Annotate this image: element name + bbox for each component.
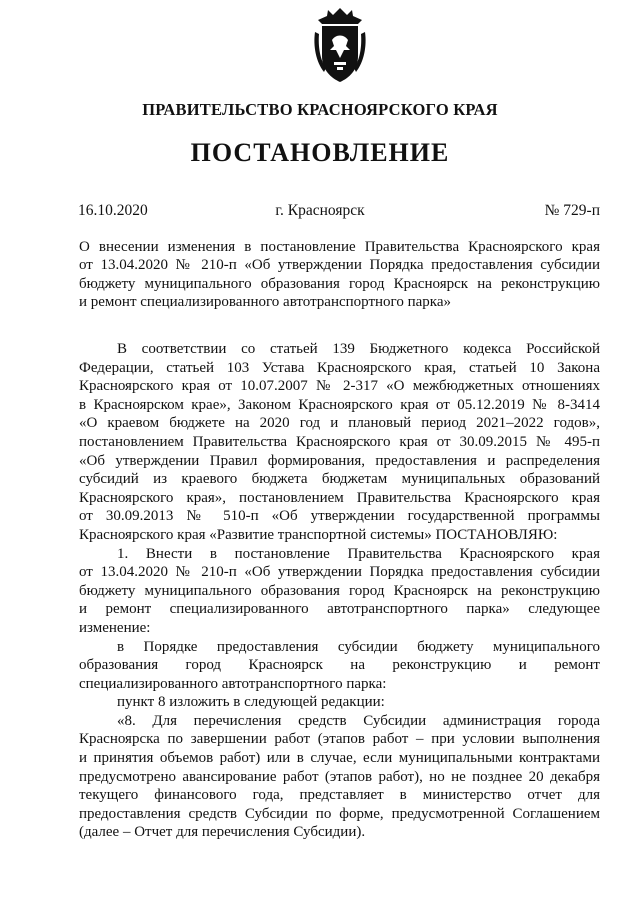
document-city: г. Красноярск xyxy=(275,202,365,219)
body-line: в Красноярском крае», Законом Красноярского края от 05.12.2019 № 8-3414 xyxy=(79,396,600,413)
body-line: образования город Красноярск на реконструкцию и ремонт xyxy=(79,657,600,674)
quote-paragraph xyxy=(79,712,600,842)
document-subject xyxy=(79,238,600,312)
body-line: бюджету муниципального образования город Красноярск на реконструкцию xyxy=(79,582,600,599)
order-paragraph xyxy=(79,638,600,694)
body-line: пункт 8 изложить в следующей редакции: xyxy=(117,694,385,711)
body-line: текущего финансового года, представляет в министерство отчет для xyxy=(79,787,600,804)
body-line: «Об утверждении Правил формирования, предоставления и распределения xyxy=(79,452,600,469)
body-line: (далее – Отчет для перечисления Субсидии). xyxy=(79,824,366,841)
body-line: «О краевом бюджете на 2020 год и плановый период 2021–2022 годов», xyxy=(79,415,600,432)
body-line: специализированного автотранспортного парка: xyxy=(79,675,387,692)
body-line: и ремонт специализированного автотранспортного парка» следующее xyxy=(79,601,600,618)
preamble-paragraph xyxy=(79,340,600,545)
body-line: Красноярского края от 10.07.2007 № 2-317 «О межбюджетных отношениях xyxy=(79,378,600,395)
body-line: Красноярска по завершении работ (этапов работ – при условии выполнения xyxy=(79,731,600,748)
subject-line: и ремонт специализированного автотранспортного парка» xyxy=(79,294,451,311)
body-line: Красноярского края», постановлением Правительства Красноярского края xyxy=(79,489,600,506)
government-heading: ПРАВИТЕЛЬСТВО КРАСНОЯРСКОГО КРАЯ xyxy=(142,100,498,119)
body-line: предусмотрено авансирование работ (этапов работ), но не позднее 20 декабря xyxy=(79,768,600,785)
body-line: предоставления средств Субсидии по форме, предусмотренной Соглашением xyxy=(79,805,600,822)
body-line: и принятия объемов работ) или в случае, если муниципальными контрактами xyxy=(79,750,600,767)
body-line: 1. Внести в постановление Правительства Красноярского края xyxy=(117,545,600,562)
body-line: изменение: xyxy=(79,619,151,636)
body-line: от 30.09.2013 № 510-п «Об утверждении государственной программы xyxy=(79,508,600,525)
document-number: № 729-п xyxy=(544,202,600,219)
body-line: постановлением Правительства Красноярского края от 30.09.2015 № 495-п xyxy=(79,433,600,450)
body-line: Федерации, статьей 103 Устава Красноярского края, статьей 10 Закона xyxy=(79,359,600,376)
document-body xyxy=(79,340,600,842)
body-line: Красноярского края «Развитие транспортной системы» ПОСТАНОВЛЯЮ: xyxy=(79,526,558,543)
subject-line: от 13.04.2020 № 210-п «Об утверждении Порядка предоставления субсидии xyxy=(79,257,600,274)
body-line: «8. Для перечисления средств Субсидии администрация города xyxy=(117,712,600,729)
body-line: В соответствии со статьей 139 Бюджетного кодекса Российской xyxy=(117,341,600,357)
item-1-paragraph xyxy=(79,545,600,638)
subject-line: О внесении изменения в постановление Правительства Красноярского края xyxy=(79,239,600,255)
body-line: субсидий из краевого бюджета бюджетам муниципальных образований xyxy=(79,471,600,488)
subject-line: бюджету муниципального образования город Красноярск на реконструкцию xyxy=(79,275,600,292)
body-line: в Порядке предоставления субсидии бюджету муниципального xyxy=(117,638,600,655)
document-date: 16.10.2020 xyxy=(78,202,148,219)
coat-of-arms-emblem xyxy=(312,6,368,84)
body-line: от 13.04.2020 № 210-п «Об утверждении Порядка предоставления субсидии xyxy=(79,564,600,581)
document-type-title: ПОСТАНОВЛЕНИЕ xyxy=(190,138,450,167)
point-8-paragraph xyxy=(79,693,600,712)
